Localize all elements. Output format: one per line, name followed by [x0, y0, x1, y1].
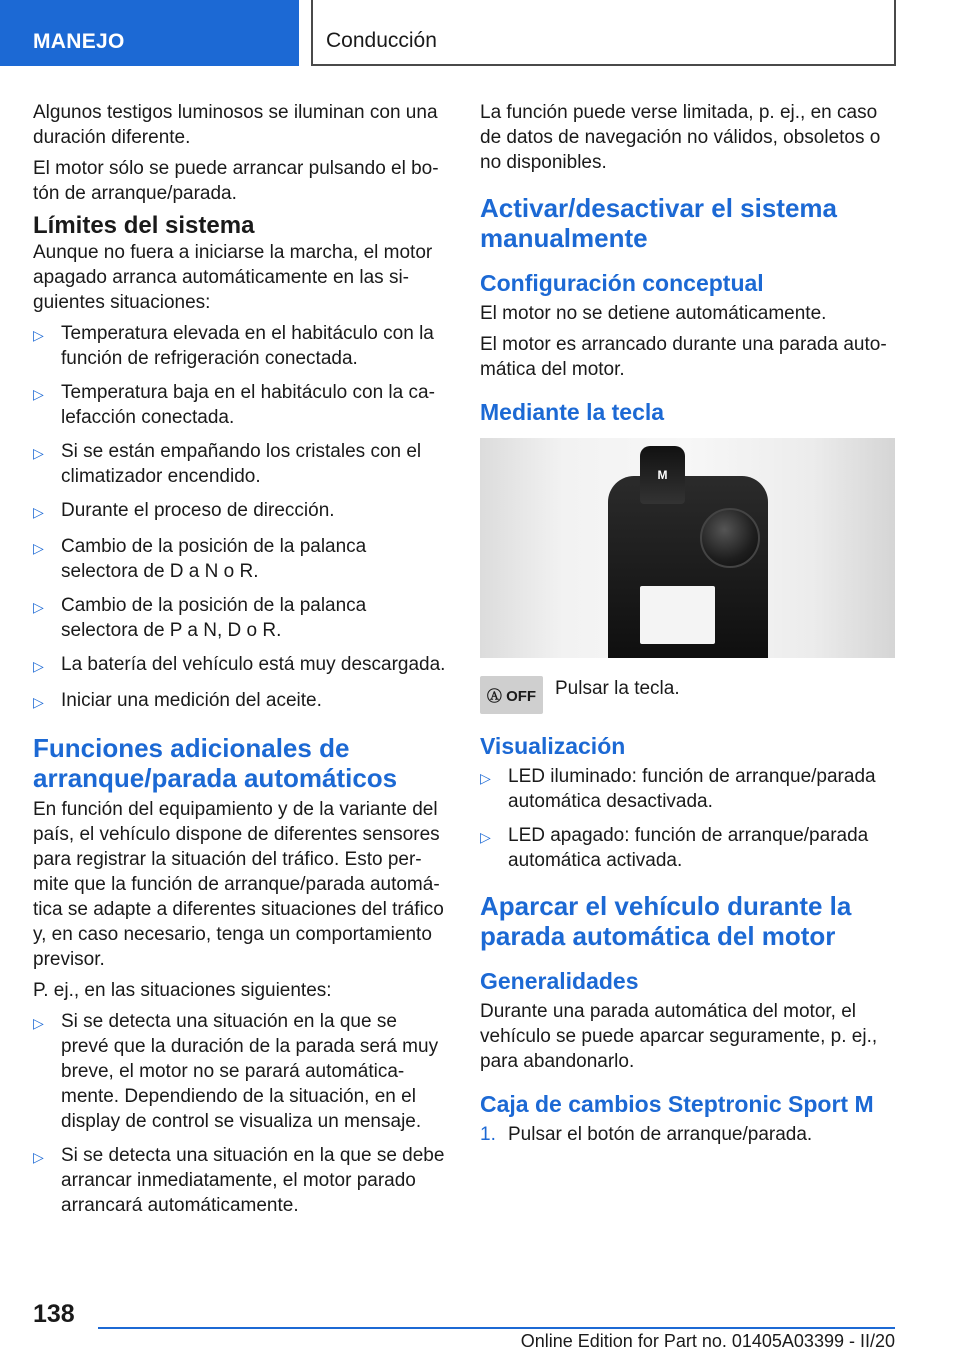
paragraph: El motor es arrancado durante una parada auto-mática del motor.: [480, 334, 887, 380]
triangle-bullet-icon: ▷: [33, 386, 44, 402]
heading-manual-toggle: Activar/desactivar el sistema manualmente: [480, 193, 837, 253]
paragraph: Algunos testigos luminosos se iluminan con una duración diferente.: [33, 102, 438, 148]
list-item: ▷ LED iluminado: función de arranque/parada automática desactivada.: [480, 766, 876, 812]
heading-parking: Aparcar el vehículo durante la parada automática del motor: [480, 891, 852, 951]
paragraph: P. ej., en las situaciones siguientes:: [33, 980, 332, 1001]
paragraph: El motor no se detiene automáticamente.: [480, 303, 827, 324]
heading-additional-functions: Funciones adicionales de arranque/parada automáticos: [33, 733, 398, 793]
situations-list: [33, 1009, 448, 1218]
heading-general: Generalidades: [480, 968, 639, 994]
list-item: ▷ Durante el proceso de dirección.: [33, 498, 448, 525]
paragraph: Pulsar la tecla.: [555, 678, 680, 699]
triangle-bullet-icon: ▷: [480, 770, 491, 786]
page-number: 138: [33, 1300, 75, 1328]
list-item: ▷ LED apagado: función de arranque/parada automática activada.: [480, 825, 869, 871]
idrive-controller-knob: [700, 508, 760, 568]
edition-note: Online Edition for Part no. 01405A03399 - II/20: [520, 1331, 895, 1351]
list-item: ▷ Si se detecta una situación en la que se prevé que la duración de la parada será muy breve, el motor no se parará automática-mente. Dependiendo de la situación, en el display de control se visualiza un mensaje.: [33, 1011, 439, 1132]
list-item: ▷ Si se detecta una situación en la que se debe arrancar inmediatamente, el motor parado arrancará automáticamente.: [33, 1145, 445, 1216]
page-header: [0, 0, 960, 66]
paragraph: Aunque no fuera a iniciarse la marcha, el motor apagado arranca automáticamente en las si-guientes situaciones:: [33, 242, 433, 313]
gear-selector-lever: M: [640, 446, 685, 504]
footer-divider: [98, 1327, 895, 1329]
list-item: ▷ Si se están empañando los cristales con el climatizador encendido.: [33, 441, 422, 487]
heading-via-button: Mediante la tecla: [480, 399, 665, 425]
triangle-bullet-icon: ▷: [33, 658, 44, 674]
triangle-bullet-icon: ▷: [33, 694, 44, 710]
paragraph: En función del equipamiento y de la variante del país, el vehículo dispone de diferentes sensores para registrar la situación del tráfico. Esto per-mite que la función de arranque/parada automá-tica se adapte a diferentes situaciones del tráfico y, en caso necesario, tenga un comportamiento previsor.: [33, 799, 444, 970]
limits-list: [33, 321, 448, 715]
heading-concept-config: Configuración conceptual: [480, 270, 764, 296]
triangle-bullet-icon: ▷: [33, 504, 44, 520]
right-column: [480, 100, 895, 1147]
storage-tray: [640, 586, 715, 644]
center-console-photo: [480, 438, 895, 658]
page-footer: [0, 1290, 960, 1362]
list-item: ▷ La batería del vehículo está muy descargada.: [33, 652, 448, 679]
display-list: [480, 764, 895, 873]
chapter-title: Conducción: [311, 0, 896, 66]
triangle-bullet-icon: ▷: [33, 540, 44, 556]
steps-list: [480, 1122, 895, 1147]
triangle-bullet-icon: ▷: [33, 327, 44, 343]
list-item: ▷ Temperatura baja en el habitáculo con la ca-lefacción conectada.: [33, 382, 435, 428]
left-column: [33, 100, 448, 1227]
list-item: ▷ Temperatura elevada en el habitáculo con la función de refrigeración conectada.: [33, 323, 434, 369]
list-item: ▷ Cambio de la posición de la palanca selectora de D a N o R.: [33, 536, 367, 582]
triangle-bullet-icon: ▷: [480, 829, 491, 845]
heading-gearbox: Caja de cambios Steptronic Sport M: [480, 1091, 874, 1117]
triangle-bullet-icon: ▷: [33, 1015, 44, 1031]
list-item: ▷ Iniciar una medición del aceite.: [33, 688, 448, 715]
triangle-bullet-icon: ▷: [33, 1149, 44, 1165]
heading-system-limits: Límites del sistema: [33, 212, 255, 239]
heading-display: Visualización: [480, 733, 626, 759]
paragraph: La función puede verse limitada, p. ej., en caso de datos de navegación no válidos, obsoletos o no disponibles.: [480, 102, 881, 173]
section-tab: MANEJO: [0, 0, 299, 66]
triangle-bullet-icon: ▷: [33, 445, 44, 461]
list-item: 1. Pulsar el botón de arranque/parada.: [480, 1124, 813, 1145]
triangle-bullet-icon: ▷: [33, 599, 44, 615]
paragraph: El motor sólo se puede arrancar pulsando el bo-tón de arranque/parada.: [33, 158, 439, 204]
press-button-row: [480, 676, 895, 714]
paragraph: Durante una parada automática del motor, el vehículo se puede aparcar seguramente, p. ej., para abandonarlo.: [480, 1001, 878, 1072]
list-item: ▷ Cambio de la posición de la palanca selectora de P a N, D o R.: [33, 595, 367, 641]
auto-start-stop-off-icon: Ⓐ OFF: [480, 676, 543, 714]
